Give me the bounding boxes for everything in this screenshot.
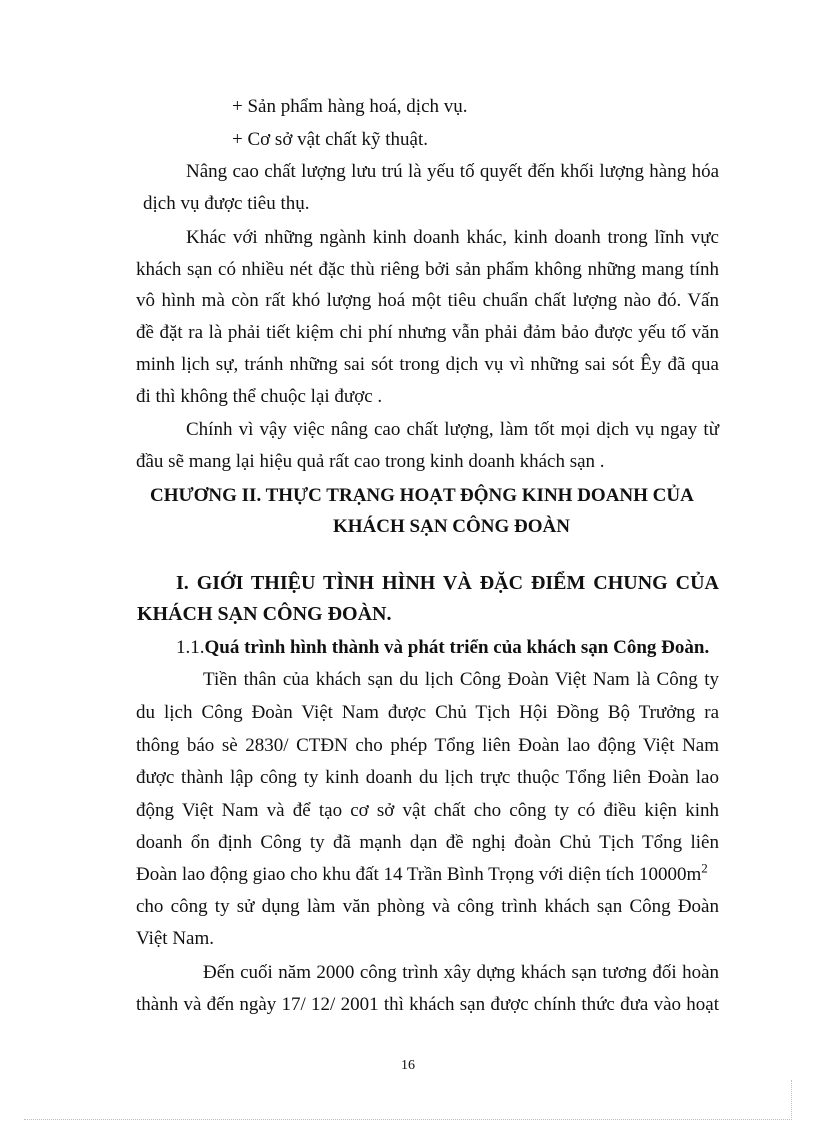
paragraph-line: khách sạn có nhiều nét đặc thù riêng bởi sản phẩm không những mang tính xyxy=(136,259,719,280)
paragraph-line: cho công ty sử dụng làm văn phòng và công trình khách sạn Công Đoàn xyxy=(136,896,719,917)
page-border-bottom xyxy=(24,1119,792,1120)
paragraph-line: đề đặt ra là phải tiết kiệm chi phí nhưng vẫn phải đảm bảo được yếu tố văn xyxy=(136,322,719,343)
paragraph-line: đi thì không thể chuộc lại được . xyxy=(136,386,383,407)
subsection-title: Quá trình hình thành và phát triển của khách sạn Công Đoàn. xyxy=(204,637,710,658)
subsection-heading xyxy=(176,636,709,660)
paragraph-line: Chính vì vậy việc nâng cao chất lượng, làm tốt mọi dịch vụ ngay từ xyxy=(186,419,719,440)
section-title: I. GIỚI THIỆU TÌNH HÌNH VÀ ĐẶC ĐIỂM CHUNG CỦA xyxy=(176,572,719,594)
paragraph-line: thông báo sè 2830/ CTĐN cho phép Tổng liên Đoàn lao động Việt Nam xyxy=(136,735,719,756)
page-border-right xyxy=(791,1080,792,1120)
paragraph-line: được thành lập công ty kinh doanh du lịch trực thuộc Tổng liên Đoàn lao xyxy=(136,767,719,788)
bullet-item: + Cơ sở vật chất kỹ thuật. xyxy=(232,129,428,150)
bullet-item: + Sản phẩm hàng hoá, dịch vụ. xyxy=(232,96,468,117)
paragraph-line: Tiền thân của khách sạn du lịch Công Đoàn Việt Nam là Công ty xyxy=(203,669,719,690)
paragraph-line xyxy=(136,860,708,887)
chapter-title: CHƯƠNG II. THỰC TRẠNG HOẠT ĐỘNG KINH DOANH CỦA xyxy=(150,485,694,506)
paragraph-text: Đoàn lao động giao cho khu đất 14 Trần Bình Trọng với diện tích 10000m xyxy=(136,864,702,885)
paragraph-line: Nâng cao chất lượng lưu trú là yếu tố quyết đến khối lượng hàng hóa xyxy=(186,161,719,182)
paragraph-line: dịch vụ được tiêu thụ. xyxy=(143,193,310,214)
section-title: KHÁCH SẠN CÔNG ĐOÀN. xyxy=(137,603,392,625)
paragraph-line: Khác với những ngành kinh doanh khác, kinh doanh trong lĩnh vực xyxy=(186,227,719,248)
paragraph-line: đầu sẽ mang lại hiệu quả rất cao trong kinh doanh khách sạn . xyxy=(136,451,605,472)
paragraph-line: Đến cuối năm 2000 công trình xây dựng khách sạn tương đối hoàn xyxy=(203,962,719,983)
paragraph-line: Việt Nam. xyxy=(136,928,215,949)
page-number: 16 xyxy=(401,1058,415,1073)
subsection-number: 1.1. xyxy=(176,637,205,658)
paragraph-line: động Việt Nam và để tạo cơ sở vật chất cho công ty có điều kiện kinh xyxy=(136,800,719,821)
paragraph-line: doanh ổn định Công ty đã mạnh dạn đề nghị đoàn Chủ Tịch Tổng liên xyxy=(136,832,719,853)
chapter-title: KHÁCH SẠN CÔNG ĐOÀN xyxy=(333,516,570,537)
paragraph-line: du lịch Công Đoàn Việt Nam được Chủ Tịch Hội Đồng Bộ Trưởng ra xyxy=(136,702,719,723)
paragraph-line: minh lịch sự, tránh những sai sót trong dịch vụ vì những sai sót Êy đã qua xyxy=(136,354,719,375)
paragraph-line: thành và đến ngày 17/ 12/ 2001 thì khách sạn được chính thức đưa vào hoạt xyxy=(136,994,719,1015)
area-superscript: 2 xyxy=(701,860,708,876)
paragraph-line: vô hình mà còn rất khó lượng hoá một tiêu chuẩn chất lượng nào đó. Vấn xyxy=(136,290,719,311)
